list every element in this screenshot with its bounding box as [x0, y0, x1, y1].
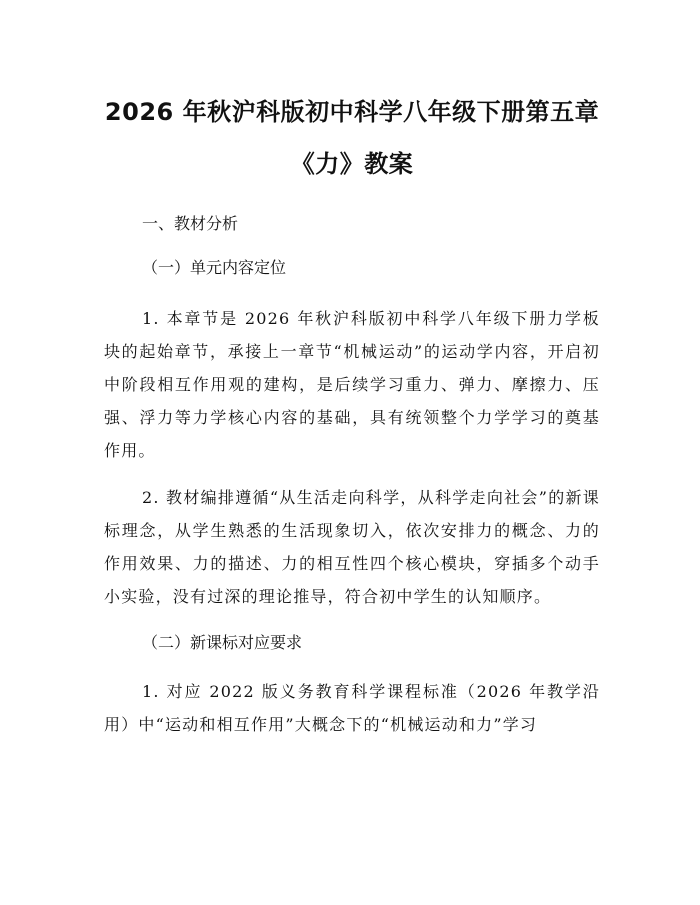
document-title: [104, 86, 600, 190]
paragraph-1: 1. 本章节是 2026 年秋沪科版初中科学八年级下册力学板块的起始章节，承接上一章节“机械运动”的运动学内容，开启初中阶段相互作用观的建构，是后续学习重力、弹力、摩擦力、压强、浮力等力学核心内容的基础，具有统领整个力学学习的奠基作用。: [104, 309, 600, 460]
title-line-1: 2026 年秋沪科版初中科学八年级下册第五章: [104, 98, 600, 126]
subsection-heading-curriculum-requirements: （二）新课标对应要求: [142, 633, 303, 652]
paragraph-2: 2. 教材编排遵循“从生活走向科学，从科学走向社会”的新课标理念，从学生熟悉的生活现象切入，依次安排力的概念、力的作用效果、力的描述、力的相互性四个核心模块，穿插多个动手小实验，没有过深的理论推导，符合初中学生的认知顺序。: [104, 488, 600, 606]
title-line-2: 《力》教案: [290, 150, 414, 178]
section-heading-textbook-analysis: 一、教材分析: [142, 214, 239, 233]
subsection-heading-unit-positioning: （一）单元内容定位: [142, 258, 287, 277]
paragraph-3: 1. 对应 2022 版义务教育科学课程标准（2026 年教学沿用）中“运动和相互作用”大概念下的“机械运动和力”学习: [104, 682, 600, 734]
